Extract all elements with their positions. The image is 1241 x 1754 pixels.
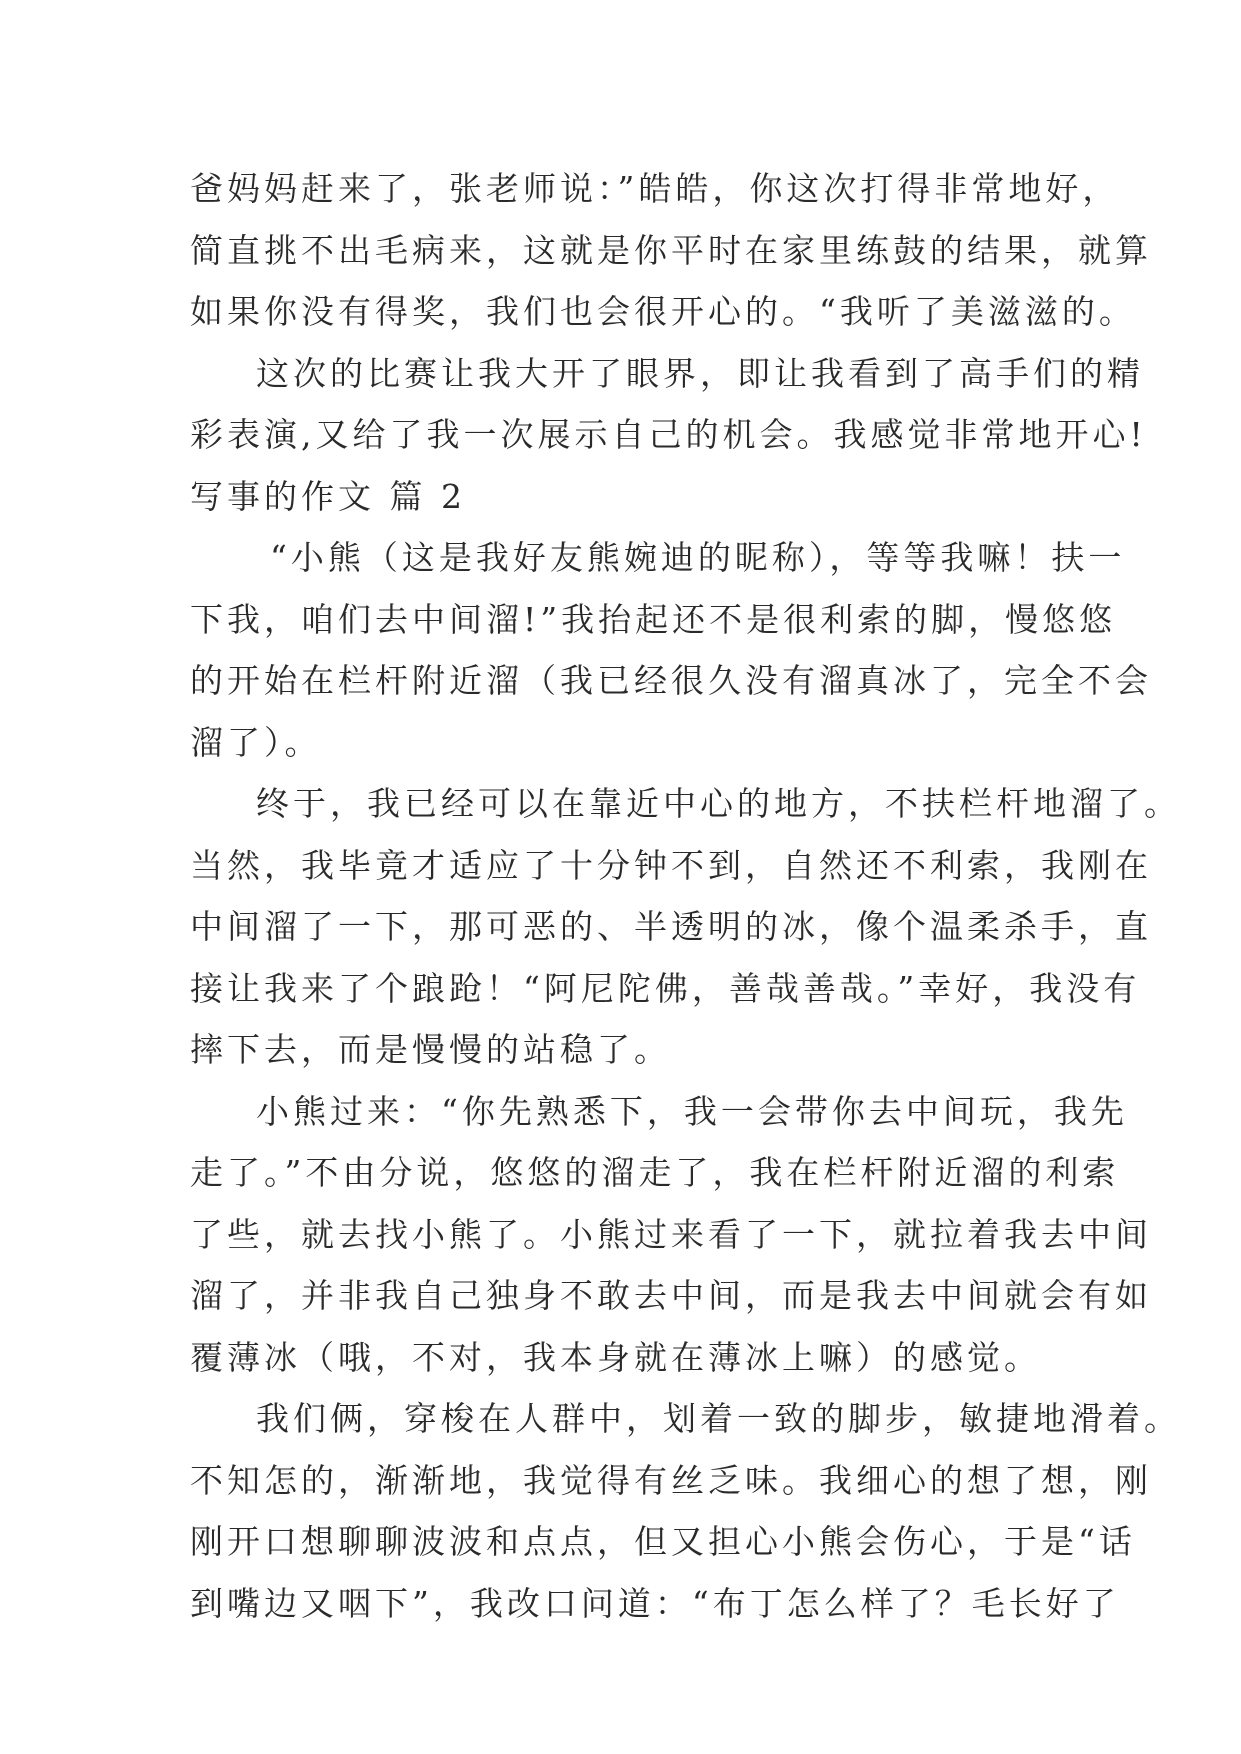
text-line: 如果你没有得奖，我们也会很开心的。“我听了美滋滋的。 (190, 292, 1136, 331)
text-line: 摔下去，而是慢慢的站稳了。 (190, 1030, 671, 1069)
text-line: 彩表演,又给了我一次展示自己的机会。我感觉非常地开心! (190, 415, 1147, 454)
section-heading: 写事的作文 篇 2 (190, 476, 466, 516)
paragraph-start-line: 小熊过来：“你先熟悉下，我一会带你去中间玩，我先 (256, 1091, 1128, 1131)
paragraph-start-line: 终于，我已经可以在靠近中心的地方，不扶栏杆地溜了。 (256, 784, 1181, 823)
text-line: 覆薄冰（哦，不对，我本身就在薄冰上嘛）的感觉。 (190, 1337, 1041, 1377)
paragraph-start-line: 我们俩，穿梭在人群中，划着一致的脚步，敏捷地滑着。 (256, 1399, 1181, 1438)
text-line: 刚开口想聊聊波波和点点，但又担心小熊会伤心，于是“话 (190, 1522, 1136, 1561)
text-line: 溜了，并非我自己独身不敢去中间，而是我去中间就会有如 (190, 1276, 1152, 1315)
text-line: 接让我来了个踉跄！“阿尼陀佛，善哉善哉。”幸好，我没有 (190, 968, 1141, 1008)
document-body (190, 158, 1181, 1634)
paragraph-start-line: “小熊（这是我好友熊婉迪的昵称），等等我嘛！扶一 (270, 538, 1126, 577)
paragraph-start-line: 这次的比赛让我大开了眼界，即让我看到了高手们的精 (256, 353, 1144, 393)
text-line: 到嘴边又咽下”，我改口问道：“布丁怎么样了？毛长好了 (190, 1583, 1120, 1623)
text-line: 当然，我毕竟才适应了十分钟不到，自然还不利索，我刚在 (190, 845, 1152, 885)
text-line: 爸妈妈赶来了，张老师说：”皓皓，你这次打得非常地好， (190, 169, 1120, 208)
text-line: 的开始在栏杆附近溜（我已经很久没有溜真冰了，完全不会 (190, 661, 1152, 700)
text-line: 简直挑不出毛病来，这就是你平时在家里练鼓的结果，就算 (190, 230, 1152, 270)
text-line: 了些，就去找小熊了。小熊过来看了一下，就拉着我去中间 (190, 1214, 1152, 1254)
text-line: 中间溜了一下，那可恶的、半透明的冰，像个温柔杀手，直 (190, 907, 1152, 946)
text-line: 下我，咱们去中间溜!”我抬起还不是很利索的脚，慢悠悠 (190, 599, 1117, 639)
text-line: 溜了）。 (190, 722, 322, 762)
text-line: 走了。”不由分说，悠悠的溜走了，我在栏杆附近溜的利索 (190, 1153, 1120, 1192)
text-line: 不知怎的，渐渐地，我觉得有丝乏味。我细心的想了想，刚 (190, 1460, 1152, 1500)
